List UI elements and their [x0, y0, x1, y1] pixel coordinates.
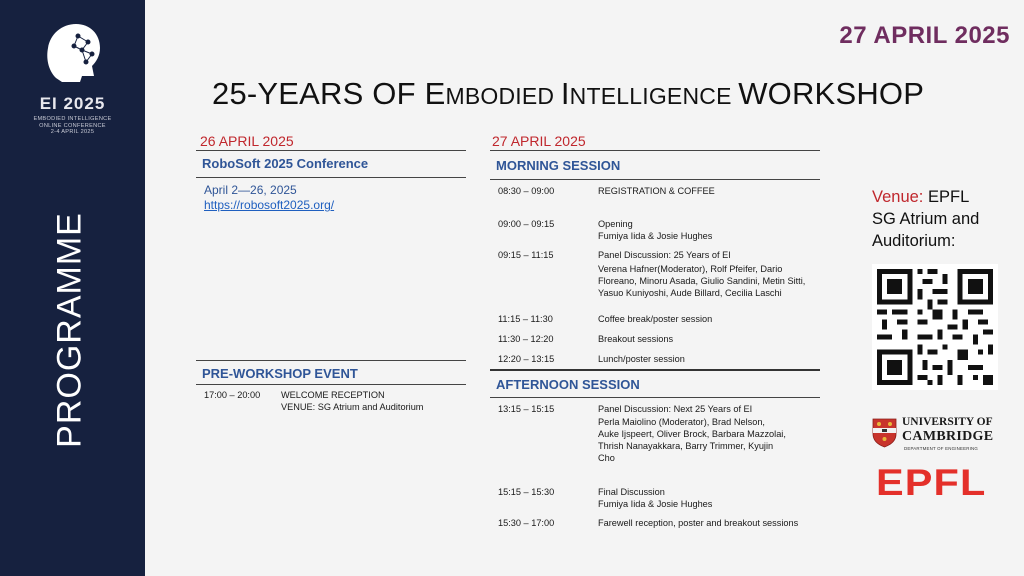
pre-event-time: 17:00 – 20:00	[204, 390, 261, 400]
schedule-detail: Verena Hafner(Moderator), Rolf Pfeifer, Dario	[598, 264, 783, 274]
divider	[490, 397, 820, 398]
schedule-time: 15:30 – 17:00	[498, 518, 555, 528]
schedule-title: REGISTRATION & COFFEE	[598, 186, 715, 196]
schedule-detail: Cho	[598, 453, 615, 463]
title-part: NTELLIGENCE	[569, 83, 739, 109]
schedule-title: Panel Discussion: Next 25 Years of EI	[598, 404, 753, 414]
schedule-title: Lunch/poster session	[598, 354, 685, 364]
schedule-detail: Thrish Nanayakkara, Barry Trimmer, Kyujin	[598, 441, 774, 451]
morning-session-title: MORNING SESSION	[496, 158, 621, 173]
afternoon-session-title: AFTERNOON SESSION	[496, 377, 640, 392]
schedule-time: 13:15 – 15:15	[498, 404, 555, 414]
pre-event-line: VENUE: SG Atrium and Auditorium	[281, 402, 424, 412]
schedule-detail: Floreano, Minoru Asada, Giulio Sandini, Metin Sitti,	[598, 276, 806, 286]
cambridge-shield-icon	[872, 418, 897, 448]
divider	[196, 384, 466, 385]
conference-title: RoboSoft 2025 Conference	[202, 156, 369, 171]
schedule-time: 11:30 – 12:20	[498, 334, 554, 344]
schedule-title: Opening	[598, 219, 633, 229]
header-date: 27 APRIL 2025	[839, 22, 1010, 49]
title-part: MBODIED	[445, 83, 561, 109]
logo-subtitle-line: EMBODIED INTELLIGENCE	[33, 116, 112, 122]
right-day-heading: 27 APRIL 2025	[492, 133, 586, 149]
conference-dates: April 2—26, 2025	[204, 183, 297, 197]
title-part: 25-YEARS OF	[212, 76, 425, 111]
title-part: E	[424, 76, 446, 111]
venue-line: SG Atrium and	[872, 210, 980, 228]
epfl-logo: EPFL	[876, 462, 987, 503]
cambridge-line1: UNIVERSITY OF	[902, 416, 993, 428]
venue-name: EPFL	[923, 188, 970, 206]
pre-event-line: WELCOME RECEPTION	[281, 390, 385, 400]
divider	[196, 150, 466, 151]
schedule-detail: Yasuo Kuniyoshi, Aude Billard, Cecilia Laschi	[598, 288, 782, 298]
schedule-time: 09:00 – 09:15	[498, 219, 555, 229]
schedule-title: Coffee break/poster session	[598, 314, 713, 324]
schedule-time: 12:20 – 13:15	[498, 354, 555, 364]
venue-line: Auditorium:	[872, 232, 956, 250]
title-part: I	[560, 76, 570, 111]
schedule-title: Farewell reception, poster and breakout sessions	[598, 518, 799, 528]
schedule-detail: Fumiya Iida & Josie Hughes	[598, 231, 713, 241]
divider	[490, 369, 820, 371]
divider	[490, 150, 820, 151]
left-day-heading: 26 APRIL 2025	[200, 133, 294, 149]
schedule-title: Breakout sessions	[598, 334, 674, 344]
cambridge-line2: CAMBRIDGE	[902, 429, 994, 444]
sidebar	[0, 0, 145, 576]
schedule-title: Panel Discussion: 25 Years of EI	[598, 250, 731, 260]
pre-event-title: PRE-WORKSHOP EVENT	[202, 366, 358, 381]
schedule-detail: Perla Maiolino (Moderator), Brad Nelson,	[598, 417, 765, 427]
title-part: WORKSHOP	[738, 76, 925, 111]
divider	[490, 179, 820, 180]
venue-line	[872, 186, 979, 208]
page-title	[212, 76, 924, 112]
schedule-time: 08:30 – 09:00	[498, 186, 555, 196]
conference-link[interactable]: https://robosoft2025.org/	[204, 198, 335, 212]
schedule-detail: Fumiya Iida & Josie Hughes	[598, 499, 713, 509]
head-network-icon	[38, 18, 108, 86]
divider	[196, 360, 466, 361]
cambridge-line3: DEPARTMENT OF ENGINEERING	[904, 446, 979, 451]
venue-label: Venue:	[872, 188, 924, 206]
ei-logo	[20, 18, 125, 136]
venue-block	[872, 186, 979, 252]
divider	[196, 177, 466, 178]
schedule-title: Final Discussion	[598, 487, 665, 497]
schedule-detail: Auke Ijspeert, Oliver Brock, Barbara Mazzolai,	[598, 429, 786, 439]
schedule-time: 15:15 – 15:30	[498, 487, 555, 497]
logo-title: EI 2025	[39, 94, 106, 113]
logo-subtitle	[20, 116, 125, 136]
logo-subtitle-line: ONLINE CONFERENCE	[39, 122, 106, 129]
schedule-time: 09:15 – 11:15	[498, 250, 554, 260]
qr-code-icon[interactable]	[872, 264, 998, 390]
schedule-time: 11:15 – 11:30	[498, 314, 553, 324]
programme-label: PROGRAMME	[50, 212, 89, 448]
logo-subtitle-line: 2-4 APRIL 2025	[50, 129, 95, 135]
